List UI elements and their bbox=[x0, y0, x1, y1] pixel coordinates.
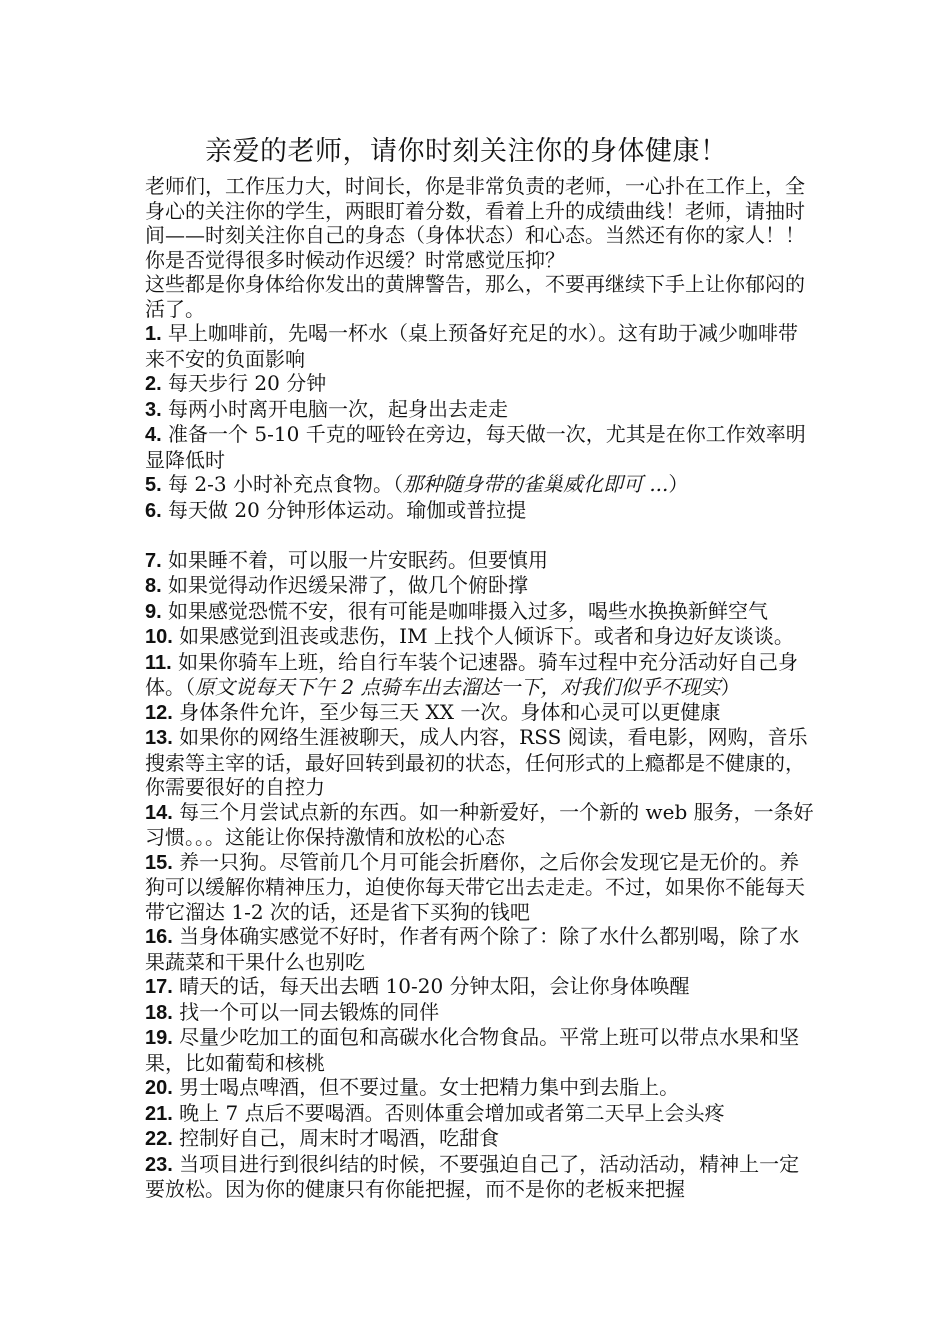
item-number: 23. bbox=[145, 1153, 173, 1176]
item-number: 17. bbox=[145, 976, 173, 998]
item-text: 如果感觉到沮丧或悲伤，IM 上找个人倾诉下。或者和身边好友谈谈。 bbox=[179, 624, 794, 648]
blank-line bbox=[145, 523, 815, 548]
item-text: 找一个可以一同去锻炼的同伴 bbox=[179, 999, 440, 1024]
item-text: 早上咖啡前，先喝一杯水（桌上预备好充足的水）。这有助于减少咖啡带来不安的负面影响 bbox=[145, 321, 799, 371]
item-number: 6. bbox=[145, 499, 162, 522]
item-number: 20. bbox=[145, 1077, 173, 1099]
item-number: 8. bbox=[145, 575, 162, 597]
item-number: 4. bbox=[145, 424, 162, 446]
item-text: 每三个月尝试点新的东西。如一种新爱好，一个新的 web 服务，一条好习惯。。。这能让你保持激情和放松的心态 bbox=[145, 799, 814, 849]
item-number: 7. bbox=[145, 549, 162, 572]
item-text: 养一只狗。尽管前几个月可能会折磨你，之后你会发现它是无价的。养狗可以缓解你精神压力，迫使你每天带它出去走走。不过，如果你不能每天带它溜达 1-2 次的话，还是省下买狗的钱吧 bbox=[145, 849, 805, 924]
item-text: 尽量少吃加工的面包和高碳水化合物食品。平常上班可以带点水果和坚果，比如葡萄和核桃 bbox=[145, 1025, 800, 1075]
item-number: 9. bbox=[145, 600, 162, 623]
list-item bbox=[145, 850, 815, 925]
item-text: 如果你骑车上班，给自行车装个记速器。骑车过程中充分活动好自己身体。（ bbox=[145, 649, 799, 699]
item-number: 21. bbox=[145, 1102, 173, 1125]
item-text: 男士喝点啤酒，但不要过量。女士把精力集中到去脂上。 bbox=[179, 1075, 680, 1099]
item-text: 晴天的话，每天出去晒 10-20 分钟太阳，会让你身体唤醒 bbox=[179, 974, 690, 998]
list-item bbox=[145, 924, 815, 974]
item-tail: ） bbox=[668, 472, 689, 496]
item-text: 如果觉得动作迟缓呆滞了，做几个俯卧撑 bbox=[168, 573, 529, 597]
item-note: 那种随身带的雀巢威化即可 ... bbox=[402, 472, 669, 496]
page-title: 亲爱的老师，请你时刻关注你的身体健康！ bbox=[205, 136, 728, 167]
item-text: 晚上 7 点后不要喝酒。否则体重会增加或者第二天早上会头疼 bbox=[179, 1100, 725, 1125]
list-item bbox=[145, 498, 815, 524]
list-item bbox=[145, 599, 815, 625]
intro-paragraph: 老师们，工作压力大，时间长，你是非常负责的老师，一心扑在工作上，全身心的关注你的学生，两眼盯着分数，看着上升的成绩曲线！老师，请抽时间——时刻关注你自己的身态（身体状态）和心态。当然还有你的家人！！ bbox=[145, 174, 805, 247]
item-number: 16. bbox=[145, 926, 173, 948]
list-item bbox=[145, 397, 815, 423]
item-text: 如果睡不着，可以服一片安眠药。但要慎用 bbox=[168, 547, 549, 572]
list-item bbox=[145, 371, 815, 397]
item-tail: ） bbox=[720, 675, 741, 699]
item-text: 控制好自己，周末时才喝酒，吃甜食 bbox=[179, 1126, 500, 1150]
item-number: 15. bbox=[145, 851, 173, 874]
list-item bbox=[145, 650, 815, 700]
list-item bbox=[145, 548, 815, 574]
list-item bbox=[145, 1000, 815, 1026]
item-text: 每两小时离开电脑一次，起身出去走走 bbox=[168, 396, 509, 421]
list-item bbox=[145, 974, 815, 1000]
item-number: 22. bbox=[145, 1128, 173, 1150]
list-item bbox=[145, 624, 815, 650]
intro-warning: 这些都是你身体给你发出的黄牌警告，那么，不要再继续下手上让你郁闷的活了。 bbox=[145, 272, 805, 321]
list-item bbox=[145, 800, 815, 850]
item-number: 2. bbox=[145, 373, 162, 395]
item-text: 当项目进行到很纠结的时候，不要强迫自己了，活动活动，精神上一定要放松。因为你的健康只有你能把握，而不是你的老板来把握 bbox=[145, 1151, 800, 1201]
item-text: 每天做 20 分钟形体运动。瑜伽或普拉提 bbox=[168, 497, 527, 522]
item-text: 准备一个 5-10 千克的哑铃在旁边，每天做一次，尤其是在你工作效率明显降低时 bbox=[145, 422, 806, 472]
item-text: 如果感觉恐慌不安，很有可能是咖啡摄入过多，喝些水换换新鲜空气 bbox=[168, 598, 769, 623]
list-item bbox=[145, 1152, 815, 1202]
list-item bbox=[145, 1101, 815, 1127]
item-number: 3. bbox=[145, 398, 162, 421]
item-number: 18. bbox=[145, 1001, 173, 1024]
list-item bbox=[145, 1025, 815, 1075]
intro-question: 你是否觉得很多时候动作迟缓？时常感觉压抑？ bbox=[145, 247, 565, 272]
item-text: 当身体确实感觉不好时，作者有两个除了：除了水什么都别喝，除了水果蔬菜和干果什么也别吃 bbox=[145, 924, 800, 974]
item-text: 每天步行 20 分钟 bbox=[168, 371, 327, 395]
item-text: 如果你的网络生涯被聊天，成人内容，RSS 阅读，看电影，网购，音乐搜索等主宰的话，最好回转到最初的状态，任何形式的上瘾都是不健康的，你需要很好的自控力 bbox=[145, 725, 808, 799]
list-item bbox=[145, 422, 815, 472]
list-item bbox=[145, 472, 815, 498]
item-number: 5. bbox=[145, 474, 162, 496]
list-item bbox=[145, 725, 815, 800]
item-note: 原文说每天下午 2 点骑车出去溜达一下，对我们似乎不现实 bbox=[195, 675, 721, 699]
item-number: 12. bbox=[145, 701, 173, 724]
item-number: 10. bbox=[145, 626, 173, 648]
item-text: 身体条件允许，至少每三天 XX 一次。身体和心灵可以更健康 bbox=[179, 699, 721, 724]
item-number: 1. bbox=[145, 323, 162, 345]
document-body bbox=[145, 174, 815, 1202]
list-item bbox=[145, 1126, 815, 1152]
item-number: 19. bbox=[145, 1027, 173, 1049]
list-item bbox=[145, 1075, 815, 1101]
list-item bbox=[145, 321, 815, 371]
item-number: 11. bbox=[145, 651, 172, 674]
list-item bbox=[145, 573, 815, 599]
item-number: 14. bbox=[145, 801, 173, 824]
list-item bbox=[145, 700, 815, 726]
item-text: 每 2-3 小时补充点食物。（ bbox=[168, 472, 403, 496]
item-number: 13. bbox=[145, 727, 173, 749]
